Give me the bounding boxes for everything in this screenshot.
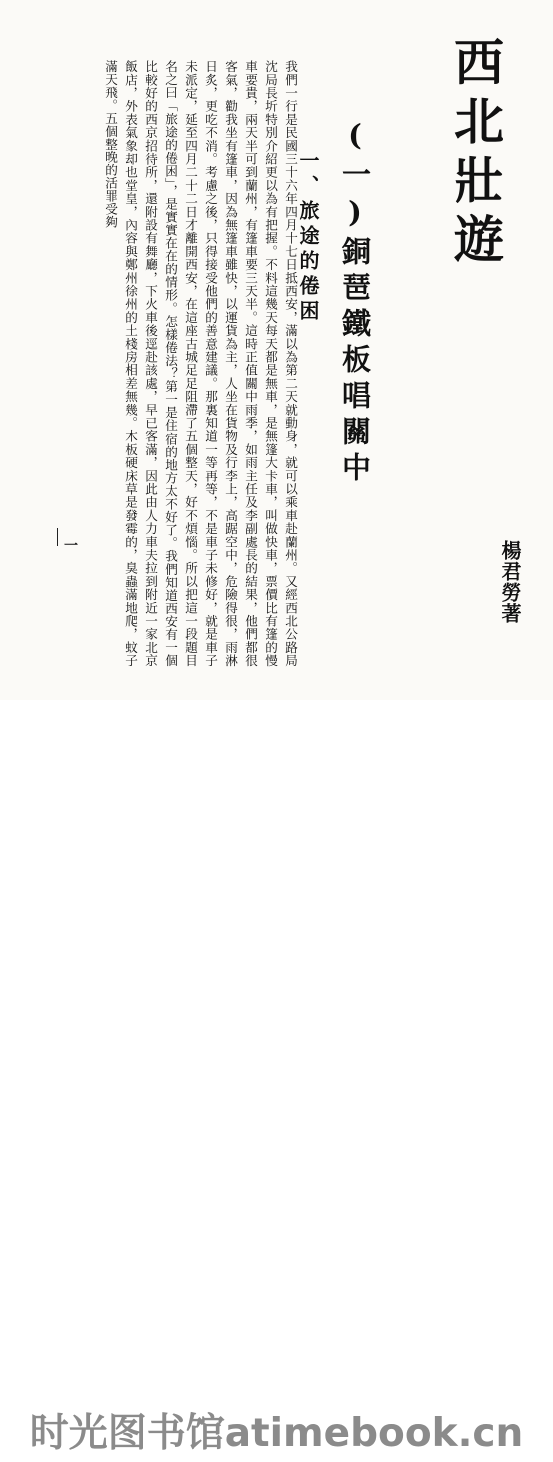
watermark-text: 时光图书馆atimebook.cn (29, 1411, 524, 1456)
subsection-heading: 一、旅途的倦困 (296, 150, 320, 325)
page-number: 一 (62, 538, 78, 552)
section-heading: (一)銅琶鐵板唱關中 (338, 118, 372, 488)
author-name: 楊君勞著 (498, 540, 522, 624)
watermark-bar (0, 700, 553, 1456)
page-margin-rule (57, 528, 58, 546)
page-title: 西北壯遊 (446, 36, 505, 272)
body-text: 我們一行是民國三十六年四月十七日抵西安，滿以為第二天就動身，就可以乘車赴蘭州。又經西北公路局沈局長圻特別介紹更以為有把握。不料這幾天每天都是無車，是無篷大卡車，叫做快車，票價比有篷的慢車要貴，兩天半可到蘭州，有篷車要三天半。這時正值關中雨季，如雨主任及李副處長的結果，他們都很客氣，勸我坐有篷車，因為無篷車雖快，以運貨為主，人坐在貨物及行李上，高踞空中，危險得很，雨淋日炙，更吃不消。考慮之後，只得接受他們的善意建議。那裏知道一等再等，不是車子未修好，就是車子未派定，延至四月二十二日才離開西安，在這座古城足足阻滯了五個整天，好不煩惱。所以把這一段題目名之曰「旅途的倦困」，是實實在在的情形。怎樣倦法？第一是住宿的地方太不好了。我們知道西安有一個比較好的西京招待所，還附設有舞廳，下火車後逕赴該處，早已客滿，因此由人力車夫拉到附近一家北京飯店，外表氣象却也堂皇，內容與鄭州徐州的土棧房相差無幾。木板硬床草是發霉的，臭蟲滿地爬，蚊子滿天飛。五個整晚的活罪受夠 (103, 60, 298, 667)
book-page (0, 0, 553, 700)
